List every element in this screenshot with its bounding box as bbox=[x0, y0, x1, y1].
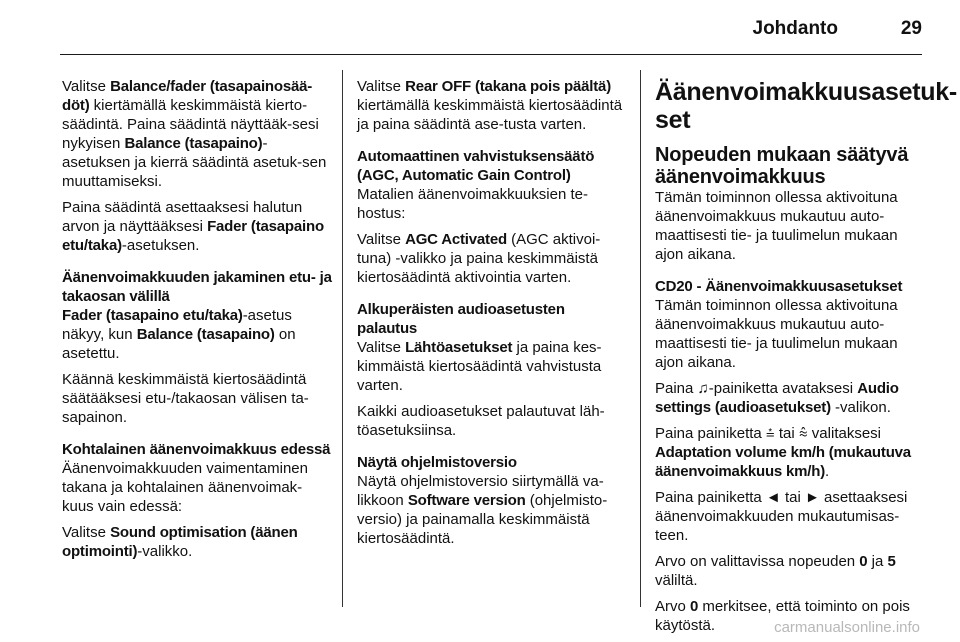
paragraph: Kaikki audioasetukset palautuvat läh-töasetuksiinsa. bbox=[357, 403, 605, 439]
paragraph: Käännä keskimmäistä kiertosäädintä säätääksesi etu-/takaosan välisen ta-sapainon. bbox=[62, 371, 309, 426]
menu-term: Audio settings (audioasetukset) bbox=[655, 380, 899, 416]
text: -asetus näkyy, kun bbox=[62, 307, 292, 343]
value: 5 bbox=[887, 553, 896, 570]
text: -valikko. bbox=[137, 543, 193, 560]
menu-term: Lähtöasetukset bbox=[405, 339, 513, 356]
section-heading: Äänenvoimakkuusasetuk-set bbox=[655, 78, 957, 134]
subheading: Kohtalainen äänenvoimakkuus edessä bbox=[62, 441, 331, 458]
paragraph bbox=[655, 379, 927, 417]
paragraph: Äänenvoimakkuuden vaimentaminen takana ja kohtalainen äänenvoimak-kuus vain edessä: bbox=[62, 460, 308, 515]
text: -asetuksen. bbox=[121, 237, 200, 254]
text: kiertämällä keskimmäistä kierto-säädintä. Paina säädintä näyttääk-sesi nykyisen bbox=[62, 97, 319, 152]
arrow-right-icon: ► bbox=[804, 489, 820, 506]
column-1 bbox=[62, 77, 332, 568]
text: -valikon. bbox=[830, 399, 891, 416]
paragraph bbox=[62, 198, 332, 255]
subsection-heading: Nopeuden mukaan säätyvä äänenvoimakkuus bbox=[655, 144, 909, 188]
arrow-up-icon: ⩮ bbox=[765, 425, 775, 442]
header-divider bbox=[60, 54, 922, 55]
subheading: Automaattinen vahvistuksensäätö (AGC, Automatic Gain Control) bbox=[357, 148, 595, 184]
text: (AGC aktivoi-tuna) -valikko ja paina keskimmäistä kiertosäädintä aktivointia varten. bbox=[357, 231, 601, 286]
menu-term: AGC Activated bbox=[405, 231, 507, 248]
value: 0 bbox=[859, 553, 868, 570]
text: Paina säädintä asettaaksesi halutun arvon ja näyttääksesi bbox=[62, 199, 303, 235]
column-divider bbox=[640, 70, 641, 607]
subheading: Näytä ohjelmistoversio bbox=[357, 454, 517, 471]
paragraph bbox=[62, 523, 332, 561]
subheading: CD20 - Äänenvoimakkuusasetukset bbox=[655, 278, 903, 295]
text: Paina painiketta bbox=[655, 425, 766, 442]
paragraph bbox=[655, 424, 927, 481]
page-header bbox=[0, 0, 960, 56]
text: on asetettu. bbox=[62, 326, 296, 362]
subheading: Alkuperäisten audioasetusten palautus bbox=[357, 301, 565, 337]
text: . bbox=[825, 463, 830, 480]
text: (ohjelmisto-versio) ja painamalla keskimmäistä kiertosäädintä. bbox=[357, 492, 608, 547]
text: ja paina kes-kimmäistä kiertosäädintä vahvistusta varten. bbox=[357, 339, 602, 394]
text: valitaksesi bbox=[807, 425, 881, 442]
page-number: 29 bbox=[900, 18, 922, 39]
menu-term: Balance (tasapaino) bbox=[136, 326, 275, 343]
paragraph bbox=[62, 306, 332, 363]
paragraph bbox=[62, 77, 332, 191]
value: 0 bbox=[690, 598, 699, 615]
arrow-left-icon: ◄ bbox=[765, 489, 781, 506]
paragraph bbox=[655, 488, 927, 545]
menu-term: Adaptation volume km/h (mukautuva äänenvoimakkuus km/h) bbox=[655, 444, 911, 480]
text: asettaaksesi äänenvoimakkuuden mukautumisas-teen. bbox=[655, 489, 908, 544]
text: Valitse bbox=[357, 231, 406, 248]
text: Valitse bbox=[62, 524, 111, 541]
section-title: Johdanto bbox=[752, 18, 838, 39]
column-2 bbox=[357, 77, 627, 555]
menu-term: Software version bbox=[407, 492, 526, 509]
watermark: carmanualsonline.info bbox=[774, 619, 920, 636]
text: tai bbox=[774, 425, 799, 442]
paragraph: Tämän toiminnon ollessa aktivoituna äänenvoimakkuus mukautuu auto-maattisesti tie- ja tuulimelun mukaan ajon aikana. bbox=[655, 189, 898, 263]
paragraph bbox=[655, 552, 927, 590]
menu-term: Rear OFF (takana pois päältä) bbox=[405, 78, 611, 95]
menu-term: Fader (tasapaino etu/taka) bbox=[62, 307, 243, 324]
text: Näytä ohjelmistoversio siirtymällä va-likkoon bbox=[357, 473, 604, 509]
text: väliltä. bbox=[655, 572, 698, 589]
text: Arvo bbox=[655, 598, 691, 615]
column-3 bbox=[655, 78, 957, 642]
text: Paina painiketta bbox=[655, 489, 766, 506]
text: Valitse bbox=[357, 339, 406, 356]
paragraph bbox=[357, 338, 627, 395]
text: tai bbox=[780, 489, 805, 506]
menu-term: Balance/fader (tasapainosää-döt) bbox=[62, 78, 313, 114]
menu-term: Sound optimisation (äänen optimointi) bbox=[62, 524, 298, 560]
menu-term: Balance (tasapaino) bbox=[124, 135, 263, 152]
text: Valitse bbox=[62, 78, 111, 95]
text: merkitsee, että toiminto on pois käytöstä. bbox=[655, 598, 910, 634]
arrow-down-icon: ⩯ bbox=[798, 425, 808, 442]
text: kiertämällä keskimmäistä kiertosäädintä ja paina säädintä ase-tusta varten. bbox=[357, 97, 623, 133]
text: ja bbox=[867, 553, 888, 570]
paragraph bbox=[357, 77, 627, 134]
text: Arvo on valittavissa nopeuden bbox=[655, 553, 860, 570]
text: Valitse bbox=[357, 78, 406, 95]
menu-term: Fader (tasapaino etu/taka) bbox=[62, 218, 324, 254]
subheading: Äänenvoimakkuuden jakaminen etu- ja takaosan välillä bbox=[62, 269, 332, 305]
text: Paina bbox=[655, 380, 698, 397]
paragraph bbox=[357, 472, 627, 548]
paragraph bbox=[357, 230, 627, 287]
paragraph: Tämän toiminnon ollessa aktivoituna äänenvoimakkuus mukautuu auto-maattisesti tie- ja tuulimelun mukaan ajon aikana. bbox=[655, 297, 898, 371]
text: -painiketta avataksesi bbox=[708, 380, 858, 397]
music-note-icon: ♫ bbox=[697, 380, 709, 397]
paragraph: Matalien äänenvoimakkuuksien te-hostus: bbox=[357, 186, 588, 222]
column-divider bbox=[342, 70, 343, 607]
text: -asetuksen ja kierrä säädintä asetuk-sen muuttamiseksi. bbox=[62, 135, 327, 190]
